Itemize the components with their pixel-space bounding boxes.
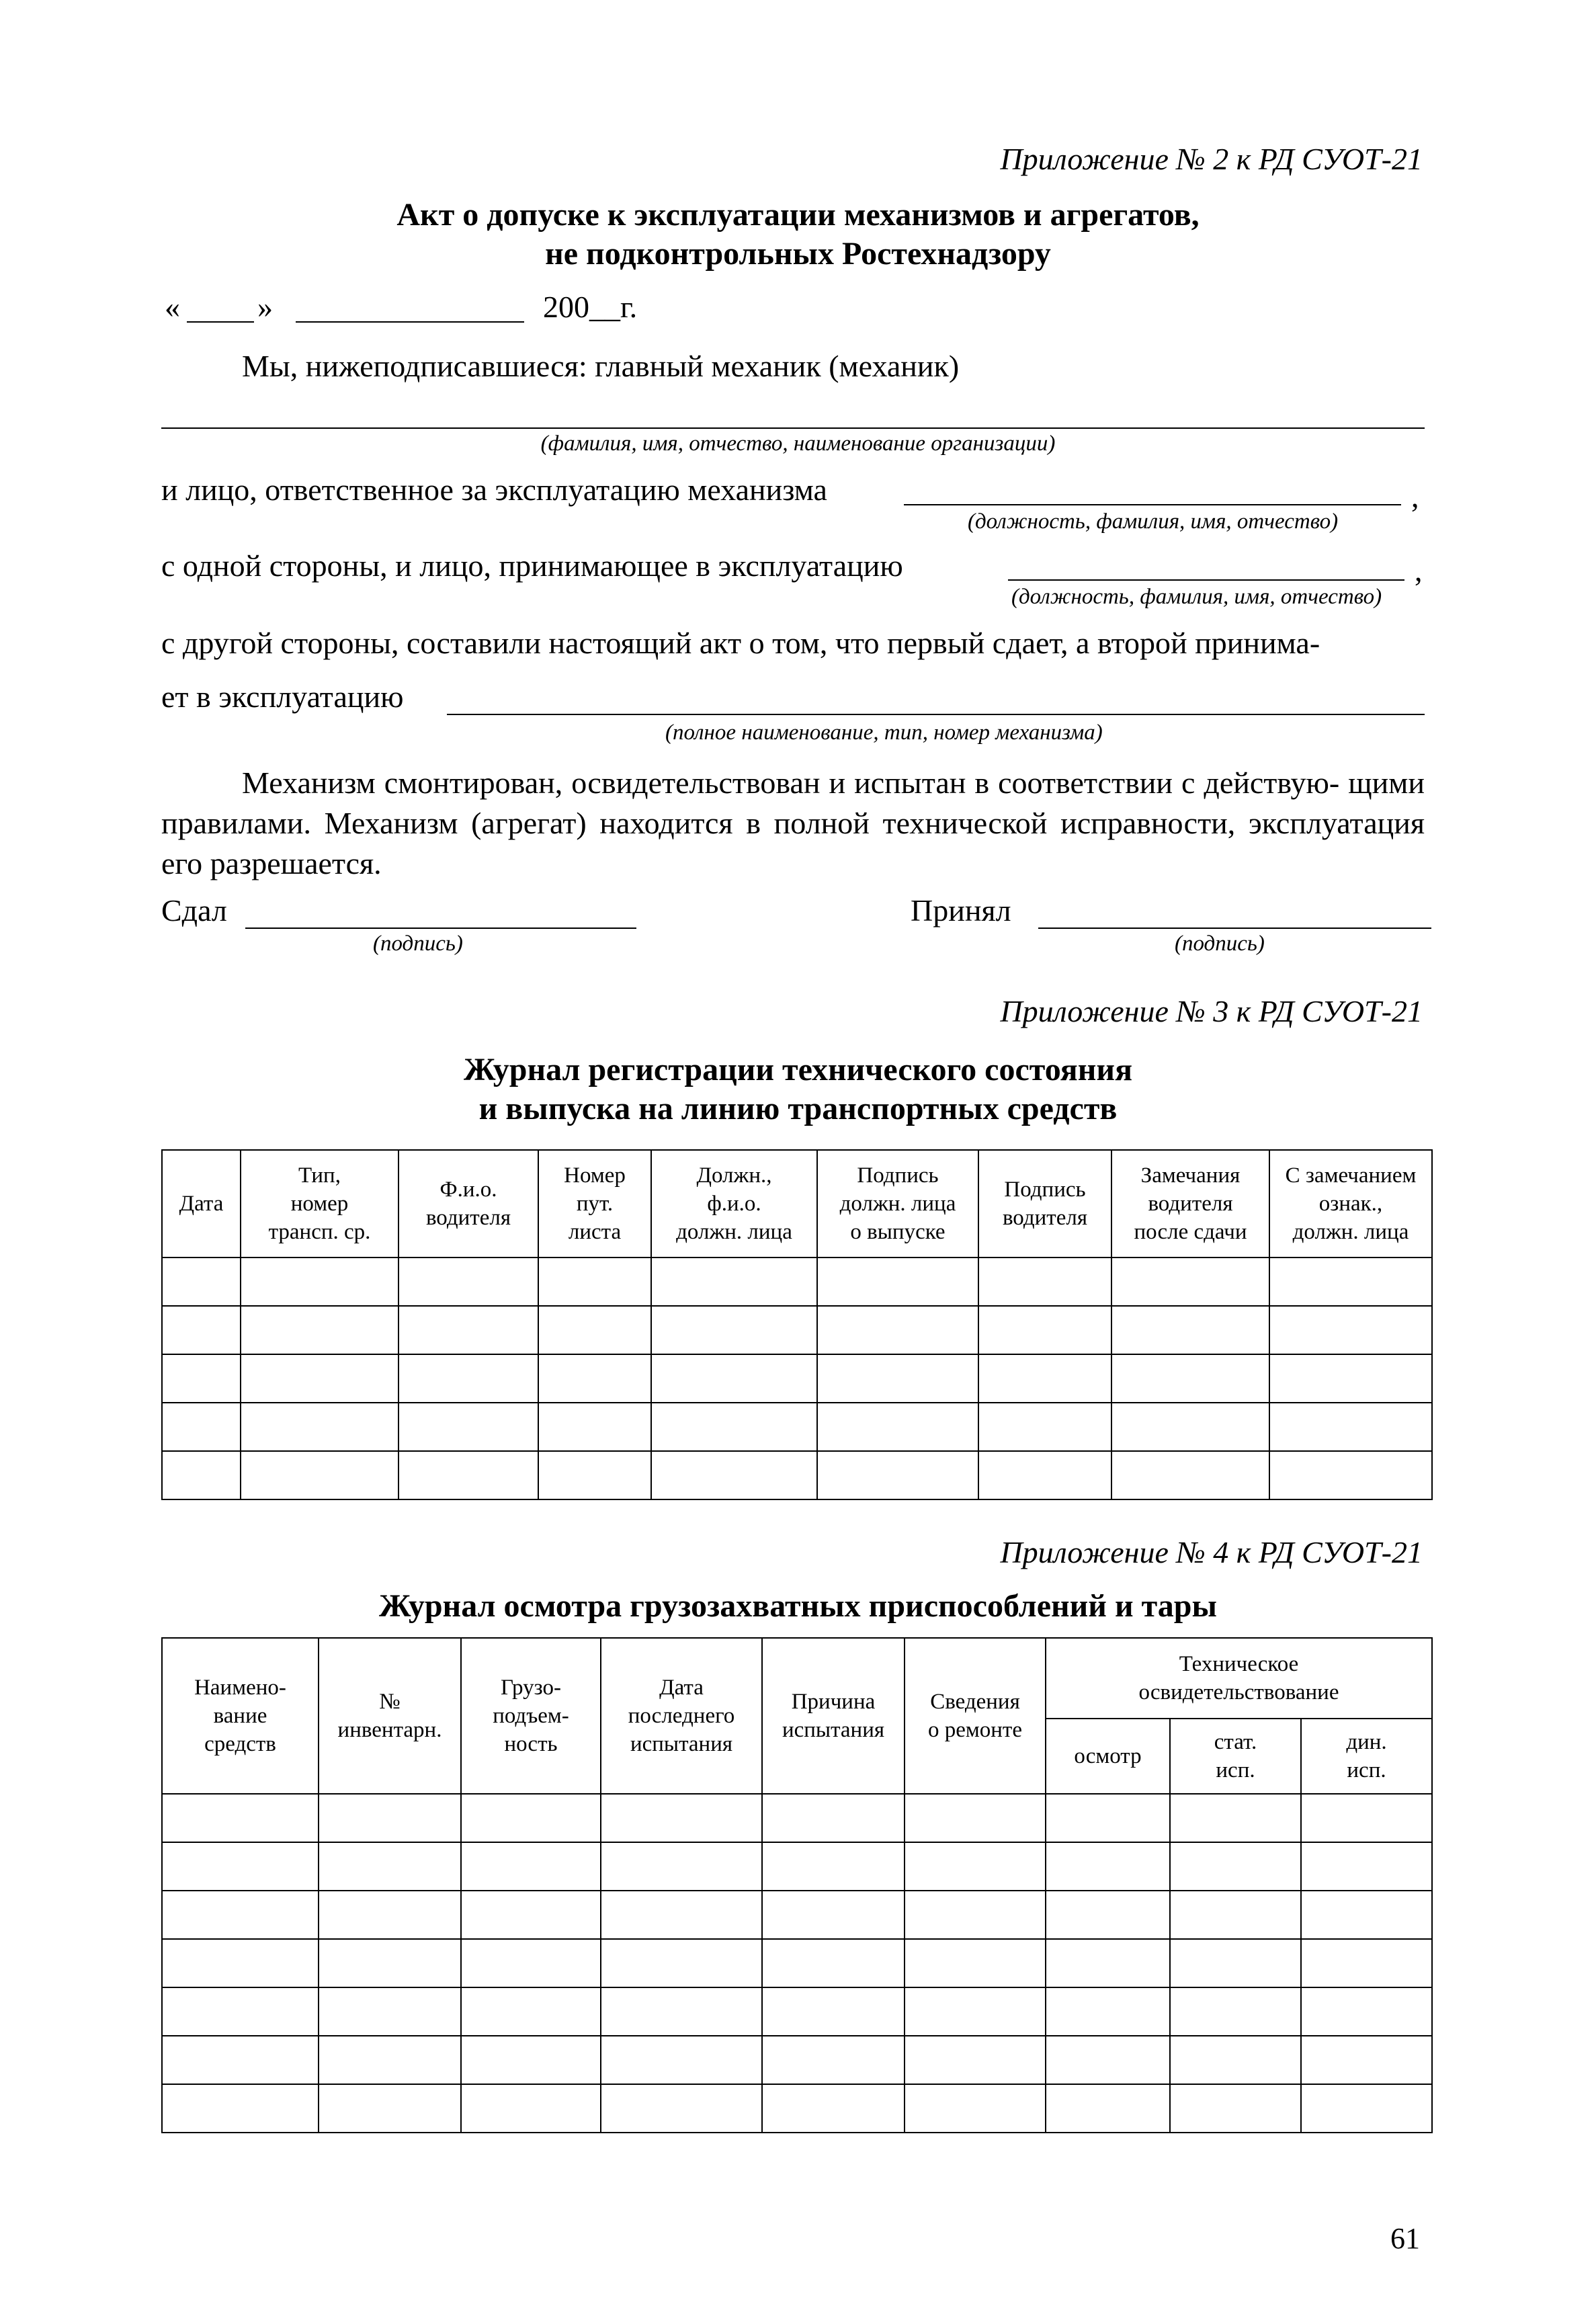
table-row xyxy=(162,2036,1432,2084)
table-cell xyxy=(398,1354,538,1403)
column-header-line: Подпись xyxy=(1004,1178,1086,1202)
table-cell xyxy=(1269,1451,1432,1499)
table-cell xyxy=(1111,1354,1269,1403)
responsible-line: и лицо, ответственное за эксплуатацию механизма xyxy=(161,472,827,507)
table-cell xyxy=(1301,2084,1432,2133)
table-cell xyxy=(162,1354,241,1403)
column-header-line: должн. лица xyxy=(1292,1220,1409,1244)
table-cell xyxy=(905,1987,1046,2036)
column-header-line: водителя xyxy=(425,1206,511,1230)
sub-column-header-line: дин. xyxy=(1346,1730,1387,1754)
table-cell xyxy=(905,1842,1046,1891)
table-cell xyxy=(1301,1987,1432,2036)
table-cell xyxy=(162,2084,319,2133)
column-header-line: средств xyxy=(204,1732,276,1756)
annex-3-label: Приложение № 3 к РД СУОТ-21 xyxy=(1000,994,1423,1028)
column-header xyxy=(398,1150,538,1258)
column-header-line: Наимено- xyxy=(194,1676,286,1700)
column-header xyxy=(461,1638,601,1794)
table-cell xyxy=(241,1403,398,1451)
table-cell xyxy=(1046,1987,1170,2036)
column-header-line: водителя xyxy=(1002,1206,1088,1230)
table-row xyxy=(162,1258,1432,1306)
sub-column-header-line: исп. xyxy=(1216,1758,1255,1782)
column-header-line: листа xyxy=(568,1220,622,1244)
table-cell xyxy=(1111,1306,1269,1354)
table-cell xyxy=(1301,1842,1432,1891)
table-cell xyxy=(762,1891,905,1939)
table-cell xyxy=(601,2084,762,2133)
caption-signature-1: (подпись) xyxy=(373,932,463,956)
group-header-line: освидетельствование xyxy=(1138,1680,1339,1704)
column-header xyxy=(538,1150,651,1258)
column-header xyxy=(651,1150,817,1258)
table-cell xyxy=(162,1794,319,1842)
column-header-line: Дата xyxy=(179,1192,224,1216)
table-cell xyxy=(762,2084,905,2133)
table-cell xyxy=(1301,1939,1432,1987)
column-header-line: Должн., xyxy=(696,1163,772,1188)
table-cell xyxy=(241,1306,398,1354)
table-row xyxy=(162,1794,1432,1842)
column-header-line: пут. xyxy=(576,1192,614,1216)
into-service-line: ет в эксплуатацию xyxy=(161,679,404,714)
column-header-line: ность xyxy=(504,1732,558,1756)
caption-signature-2: (подпись) xyxy=(1175,932,1265,956)
table-cell xyxy=(1046,2084,1170,2133)
column-header-line: Сведения xyxy=(930,1690,1020,1714)
comma-1: , xyxy=(1411,479,1419,513)
table-row xyxy=(162,1891,1432,1939)
table-cell xyxy=(461,2036,601,2084)
column-header-line: ознак., xyxy=(1318,1192,1383,1216)
annex-2-label: Приложение № 2 к РД СУОТ-21 xyxy=(1000,142,1423,176)
table-cell xyxy=(319,1794,461,1842)
column-header xyxy=(1111,1150,1269,1258)
table-cell xyxy=(651,1403,817,1451)
table-cell xyxy=(319,1939,461,1987)
table-cell xyxy=(1046,1794,1170,1842)
table-cell xyxy=(1269,1403,1432,1451)
journal4-title: Журнал осмотра грузозахватных приспособлений и тары xyxy=(379,1588,1217,1624)
table-cell xyxy=(241,1258,398,1306)
column-header xyxy=(905,1638,1046,1794)
table-cell xyxy=(319,1987,461,2036)
sub-column-header-line: осмотр xyxy=(1074,1744,1142,1768)
column-header-line: Подпись xyxy=(857,1163,939,1188)
table-cell xyxy=(651,1258,817,1306)
page-number: 61 xyxy=(1390,2222,1420,2255)
table-cell xyxy=(1301,1794,1432,1842)
table-cell xyxy=(162,1987,319,2036)
table-header-row xyxy=(162,1638,1432,1719)
table-cell xyxy=(817,1354,978,1403)
table-cell xyxy=(241,1451,398,1499)
table-cell xyxy=(905,2084,1046,2133)
column-header xyxy=(978,1150,1111,1258)
table-cell xyxy=(1301,2036,1432,2084)
table-cell xyxy=(398,1258,538,1306)
table-cell xyxy=(1269,1354,1432,1403)
column-header-line: должн. лица xyxy=(839,1192,956,1216)
table-cell xyxy=(398,1403,538,1451)
table-cell xyxy=(319,1891,461,1939)
column-header-line: Тип, xyxy=(298,1163,341,1188)
table-cell xyxy=(538,1306,651,1354)
table-cell xyxy=(601,1987,762,2036)
table-cell xyxy=(1046,1939,1170,1987)
table-cell xyxy=(319,2036,461,2084)
column-header-line: Ф.и.о. xyxy=(439,1178,497,1202)
sub-column-header-line: стат. xyxy=(1214,1730,1257,1754)
table-cell xyxy=(461,1939,601,1987)
table-cell xyxy=(1170,1842,1301,1891)
column-header-line: после сдачи xyxy=(1134,1220,1247,1244)
table-cell xyxy=(1170,2084,1301,2133)
table-cell xyxy=(162,1403,241,1451)
responsible-blank xyxy=(904,504,1401,505)
table-cell xyxy=(1111,1403,1269,1451)
table-cell xyxy=(905,1939,1046,1987)
column-header-line: водителя xyxy=(1148,1192,1233,1216)
table-cell xyxy=(162,1939,319,1987)
table-cell xyxy=(538,1354,651,1403)
table-cell xyxy=(319,2084,461,2133)
table-cell xyxy=(538,1258,651,1306)
table-cell xyxy=(762,1987,905,2036)
column-header xyxy=(319,1638,461,1794)
table-cell xyxy=(651,1451,817,1499)
vehicle-journal-table xyxy=(161,1149,1433,1500)
table-cell xyxy=(538,1403,651,1451)
caption-mechanism: (полное наименование, тип, номер механизма) xyxy=(665,720,1103,745)
column-header-line: инвентарн. xyxy=(337,1718,442,1742)
table-cell xyxy=(162,1451,241,1499)
act-title-line-1: Акт о допуске к эксплуатации механизмов и агрегатов, xyxy=(396,197,1200,233)
column-header-line: № xyxy=(379,1690,401,1714)
column-header xyxy=(162,1638,319,1794)
date-year: 200__г. xyxy=(543,290,638,324)
receiver-line: с одной стороны, и лицо, принимающее в эксплуатацию xyxy=(161,548,903,583)
table-cell xyxy=(162,2036,319,2084)
table-cell xyxy=(817,1451,978,1499)
column-header-line: подъем- xyxy=(493,1704,569,1728)
table-cell xyxy=(1170,1891,1301,1939)
table-cell xyxy=(1046,1842,1170,1891)
handed-signature-blank xyxy=(245,928,636,929)
comma-2: , xyxy=(1415,553,1423,587)
table-cell xyxy=(1170,1939,1301,1987)
table-cell xyxy=(762,1794,905,1842)
table-cell xyxy=(817,1258,978,1306)
table-cell xyxy=(978,1306,1111,1354)
table-row xyxy=(162,1842,1432,1891)
table-row xyxy=(162,1987,1432,2036)
act-title-line-2: не подконтрольных Ростехнадзору xyxy=(545,236,1051,272)
annex-4-label: Приложение № 4 к РД СУОТ-21 xyxy=(1000,1535,1423,1569)
table-cell xyxy=(817,1403,978,1451)
column-header-line: Грузо- xyxy=(501,1676,561,1700)
table-cell xyxy=(1301,1891,1432,1939)
column-header-line: о ремонте xyxy=(927,1718,1022,1742)
table-row xyxy=(162,2084,1432,2133)
table-row xyxy=(162,1403,1432,1451)
lifting-gear-journal-table xyxy=(161,1637,1433,2133)
column-header xyxy=(762,1638,905,1794)
date-close-quote: » xyxy=(257,290,273,324)
column-header-line: С замечанием xyxy=(1285,1163,1417,1188)
table-cell xyxy=(978,1403,1111,1451)
table-cell xyxy=(651,1306,817,1354)
table-row xyxy=(162,1451,1432,1499)
table-cell xyxy=(1269,1306,1432,1354)
table-cell xyxy=(601,1842,762,1891)
sub-column-header xyxy=(1170,1719,1301,1794)
column-header-line: вание xyxy=(213,1704,267,1728)
column-header-line: трансп. ср. xyxy=(268,1220,371,1244)
table-cell xyxy=(1170,1987,1301,2036)
table-cell xyxy=(905,2036,1046,2084)
table-cell xyxy=(461,2084,601,2133)
table-cell xyxy=(461,1891,601,1939)
column-header-line: Причина xyxy=(791,1690,876,1714)
undersigned-line: Мы, нижеподписавшиеся: главный механик (механик) xyxy=(242,349,960,383)
table-cell xyxy=(762,1842,905,1891)
mechanic-blank xyxy=(161,427,1425,429)
column-header-line: последнего xyxy=(628,1704,735,1728)
table-cell xyxy=(1111,1258,1269,1306)
table-cell xyxy=(461,1842,601,1891)
table-cell xyxy=(398,1306,538,1354)
caption-position-1: (должность, фамилия, имя, отчество) xyxy=(968,509,1339,534)
table-cell xyxy=(978,1354,1111,1403)
accepted-label: Принял xyxy=(911,893,1011,928)
date-month-blank xyxy=(296,321,524,323)
table-cell xyxy=(162,1306,241,1354)
table-row xyxy=(162,1306,1432,1354)
group-header xyxy=(1046,1638,1432,1719)
act-paragraph: Механизм смонтирован, освидетельствован и испытан в соответствии с действую- щими правилами. Механизм (агрегат) находится в полной технической исправности, эксплуатация его разрешается. xyxy=(161,766,1425,880)
handed-label: Сдал xyxy=(161,893,227,928)
other-side-line: с другой стороны, составили настоящий акт о том, что первый сдает, а второй принима- xyxy=(161,626,1320,660)
table-row xyxy=(162,1354,1432,1403)
column-header xyxy=(162,1150,241,1258)
column-header-line: испытания xyxy=(630,1732,733,1756)
table-header-row xyxy=(162,1150,1432,1258)
table-cell xyxy=(162,1891,319,1939)
table-cell xyxy=(651,1354,817,1403)
table-cell xyxy=(398,1451,538,1499)
table-cell xyxy=(601,1939,762,1987)
table-cell xyxy=(1170,2036,1301,2084)
table-cell xyxy=(241,1354,398,1403)
journal3-title-line-1: Журнал регистрации технического состояния xyxy=(463,1052,1133,1087)
caption-fio-org: (фамилия, имя, отчество, наименование организации) xyxy=(540,431,1056,456)
table-cell xyxy=(1111,1451,1269,1499)
table-cell xyxy=(601,1891,762,1939)
table-cell xyxy=(1170,1794,1301,1842)
table-cell xyxy=(162,1258,241,1306)
table-cell xyxy=(538,1451,651,1499)
accepted-signature-blank xyxy=(1038,928,1431,929)
table-row xyxy=(162,1939,1432,1987)
table-cell xyxy=(1046,2036,1170,2084)
table-cell xyxy=(461,1987,601,2036)
table-cell xyxy=(601,2036,762,2084)
column-header-line: Замечания xyxy=(1140,1163,1241,1188)
table-cell xyxy=(978,1258,1111,1306)
sub-column-header xyxy=(1301,1719,1432,1794)
table-cell xyxy=(319,1842,461,1891)
group-header-line: Техническое xyxy=(1179,1652,1299,1676)
table-cell xyxy=(762,1939,905,1987)
table-cell xyxy=(601,1794,762,1842)
column-header-line: Дата xyxy=(659,1676,704,1700)
table-cell xyxy=(905,1891,1046,1939)
table-cell xyxy=(461,1794,601,1842)
column-header-line: о выпуске xyxy=(850,1220,946,1244)
table-cell xyxy=(905,1794,1046,1842)
journal3-title-line-2: и выпуска на линию транспортных средств xyxy=(478,1091,1118,1126)
table-cell xyxy=(817,1306,978,1354)
column-header-line: Номер xyxy=(564,1163,626,1188)
table-cell xyxy=(1269,1258,1432,1306)
column-header-line: номер xyxy=(290,1192,349,1216)
column-header-line: должн. лица xyxy=(676,1220,792,1244)
sub-column-header-line: исп. xyxy=(1347,1758,1386,1782)
column-header-line: ф.и.о. xyxy=(707,1192,761,1216)
date-day-blank xyxy=(187,321,254,323)
table-cell xyxy=(1046,1891,1170,1939)
date-open-quote: « xyxy=(165,290,180,324)
column-header xyxy=(817,1150,978,1258)
caption-position-2: (должность, фамилия, имя, отчество) xyxy=(1011,585,1382,609)
mechanism-blank xyxy=(447,714,1425,715)
column-header xyxy=(601,1638,762,1794)
table-cell xyxy=(978,1451,1111,1499)
table-cell xyxy=(762,2036,905,2084)
column-header-line: испытания xyxy=(782,1718,885,1742)
column-header xyxy=(241,1150,398,1258)
column-header xyxy=(1269,1150,1432,1258)
receiver-blank xyxy=(1008,579,1404,581)
table-cell xyxy=(162,1842,319,1891)
sub-column-header xyxy=(1046,1719,1170,1794)
